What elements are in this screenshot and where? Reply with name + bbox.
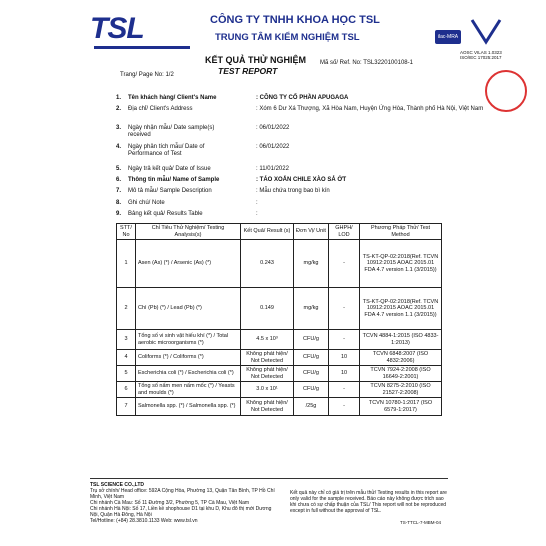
cell-no: 6	[117, 382, 136, 398]
cell-method: TS-KT-QP-02:2018(Ref. TCVN 10912:2015 AOAC 2015.01 FDA 4.7 version 1.1 (3/2015))	[360, 240, 442, 288]
cell-analysis: Escherichia coli (*) / Escherichia coli (*)	[136, 366, 241, 382]
cell-lod: 10	[329, 366, 360, 382]
center-name: TRUNG TÂM KIỂM NGHIỆM TSL	[215, 32, 360, 43]
info-value: : 06/01/2022	[256, 125, 290, 131]
cell-no: 1	[117, 240, 136, 288]
cell-result: 4.5 x 10³	[241, 330, 294, 350]
info-label: Mô tả mẫu/ Sample Description	[128, 188, 212, 194]
cell-lod: 10	[329, 350, 360, 366]
table-row	[117, 240, 442, 288]
ilac-mra-logo: ilac-MRA	[435, 30, 461, 44]
info-value: : 11/01/2022	[256, 166, 289, 172]
table-row	[117, 382, 442, 398]
info-value: : CÔNG TY CỔ PHẦN APUGAGA	[256, 95, 349, 101]
footer-contact: Tel/Hotline: (+84) 28.3810.1133 Web: www.tsl.vn	[90, 518, 198, 524]
info-label: Thông tin mẫu/ Name of Sample	[128, 177, 220, 183]
cell-method: TCVN 8275-2:2010 (ISO 21527-2:2008)	[360, 382, 442, 398]
info-number: 6.	[116, 177, 122, 183]
table-row	[117, 288, 442, 330]
cell-method: TS-KT-QP-02:2018(Ref. TCVN 10912:2015 AOAC 2015.01 FDA 4.7 version 1.1 (3/2015))	[360, 288, 442, 330]
info-label: Ngày phân tích mẫu/ Date of Performance of Test	[128, 144, 205, 157]
table-row	[117, 350, 442, 366]
info-value: : Xóm 6 Dư Xá Thượng, Xã Hòa Nam, Huyện Ứng Hòa, Thành phố Hà Nội, Việt Nam	[256, 106, 484, 112]
col-no: STT/ No	[117, 224, 136, 240]
cell-result: 0.243	[241, 240, 294, 288]
info-label: Ngày nhận mẫu/ Date sample(s) received	[128, 125, 215, 138]
info-value: : TÁO XOẮN CHILE XÀO SẢ ỚT	[256, 177, 347, 183]
report-title-en: TEST REPORT	[218, 66, 278, 76]
info-number: 3.	[116, 125, 122, 131]
cell-analysis: Tổng số nấm men nấm mốc (*) / Yeasts and moulds (*)	[136, 382, 241, 398]
info-label: Tên khách hàng/ Client's Name	[128, 95, 217, 101]
company-name: CÔNG TY TNHH KHOA HỌC TSL	[210, 14, 380, 26]
cell-lod: -	[329, 398, 360, 416]
info-number: 9.	[116, 211, 122, 217]
footer-address	[90, 482, 280, 524]
table-row	[117, 366, 442, 382]
col-result: Kết Quả/ Result (s)	[241, 224, 294, 240]
info-value: :	[256, 211, 258, 217]
info-number: 4.	[116, 144, 122, 150]
footer-branch: Chi nhánh Cà Mau: Số 11 Đường 3/2, Phường 5, TP Cà Mau, Việt Nam	[90, 500, 250, 506]
cell-method: TCVN 6848:2007 (ISO 4832:2006)	[360, 350, 442, 366]
footer-company: TSL SCIENCE CO.,LTD	[90, 482, 144, 488]
reference-number: Mã số/ Ref. No: TSL3220100108-1	[320, 60, 413, 66]
table-row	[117, 398, 442, 416]
cell-result: 0.149	[241, 288, 294, 330]
cell-no: 3	[117, 330, 136, 350]
info-value: : Mẫu chứa trong bao bì kín	[256, 188, 330, 194]
info-number: 2.	[116, 106, 122, 112]
footer-divider	[90, 478, 448, 479]
cell-result: 3.0 x 10¹	[241, 382, 294, 398]
aosc-logo	[468, 18, 504, 48]
cell-lod: -	[329, 288, 360, 330]
col-unit: Đơn Vị/ Unit	[294, 224, 329, 240]
info-label: Ghi chú/ Note	[128, 200, 165, 206]
cell-no: 2	[117, 288, 136, 330]
cell-method: TCVN 10780-1:2017 (ISO 6579-1:2017)	[360, 398, 442, 416]
cell-unit: CFU/g	[294, 366, 329, 382]
cell-unit: CFU/g	[294, 382, 329, 398]
cell-analysis: Chì (Pb) (*) / Lead (Pb) (*)	[136, 288, 241, 330]
accreditation-text	[460, 50, 502, 60]
vilas-label: VILAS 1.0323	[474, 50, 502, 55]
info-number: 8.	[116, 200, 122, 206]
cell-method: TCVN 4884-1:2015 (ISO 4833-1:2013)	[360, 330, 442, 350]
col-analysis: Chỉ Tiêu Thử Nghiệm/ Testing Analysis(s)	[136, 224, 241, 240]
info-value: :	[256, 200, 258, 206]
info-value: : 06/01/2022	[256, 144, 290, 150]
cell-result: Không phát hiện/ Not Detected	[241, 398, 294, 416]
cell-analysis: Coliforms (*) / Coliforms (*)	[136, 350, 241, 366]
cell-method: TCVN 7924-2:2008 (ISO 16649-2:2001)	[360, 366, 442, 382]
col-lod: GHPH/ LOD	[329, 224, 360, 240]
table-row	[117, 330, 442, 350]
info-label: Bảng kết quả/ Results Table	[128, 211, 203, 217]
cell-unit: mg/kg	[294, 288, 329, 330]
results-table	[116, 223, 442, 416]
results-header-row	[117, 224, 442, 240]
logo-underline	[94, 46, 190, 49]
info-number: 7.	[116, 188, 122, 194]
cell-result: Không phát hiện/ Not Detected	[241, 366, 294, 382]
iso-label: ISO/IEC 17025:2017	[460, 55, 502, 60]
cell-lod: -	[329, 330, 360, 350]
footer-note: Kết quả này chỉ có giá trị trên mẫu thử/ Testing results in this report are only valid for the sample received. Báo cáo này không được trích sao khi chưa có sự chấp thuận của TSL/ This report will not be reproduced except in full without the approval of TSL.	[290, 490, 447, 514]
cell-analysis: Asen (As) (*) / Arsenic (As) (*)	[136, 240, 241, 288]
report-title-vi: KẾT QUẢ THỬ NGHIỆM	[205, 55, 306, 65]
cell-no: 5	[117, 366, 136, 382]
info-number: 5.	[116, 166, 122, 172]
cell-unit: mg/kg	[294, 240, 329, 288]
info-label: Ngày trả kết quả/ Date of Issue	[128, 166, 211, 172]
cell-result: Không phát hiện/ Not Detected	[241, 350, 294, 366]
cell-lod: -	[329, 382, 360, 398]
page-number: Trang/ Page No: 1/2	[120, 72, 174, 78]
footer-branch-2: Chi nhánh Hà Nội: Số 17, Liền kề shophouse D1 tại khu D, Khu đô thị mới Dương Nội, Quận Hà Đông, Hà Nội	[90, 506, 272, 518]
cell-no: 4	[117, 350, 136, 366]
col-method: Phương Pháp Thử/ Test Method	[360, 224, 442, 240]
cell-unit: CFU/g	[294, 350, 329, 366]
cell-analysis: Salmonella spp. (*) / Salmonella spp. (*)	[136, 398, 241, 416]
cell-unit: CFU/g	[294, 330, 329, 350]
aosc-label: AOSC	[460, 50, 473, 55]
info-number: 1.	[116, 95, 122, 101]
cell-lod: -	[329, 240, 360, 288]
cell-analysis: Tổng số vi sinh vật hiếu khí (*) / Total aerobic microorganisms (*)	[136, 330, 241, 350]
cell-no: 7	[117, 398, 136, 416]
company-seal-icon	[485, 70, 527, 112]
cell-unit: /25g	[294, 398, 329, 416]
form-code: TS-TTCL-7-MBM-04	[400, 520, 442, 525]
footer-head-office: Trụ sở chính/ Head office: 592A Cộng Hòa, Phường 13, Quận Tân Bình, TP Hồ Chí Minh, Việt Nam	[90, 488, 275, 500]
tsl-logo: TSL	[90, 12, 144, 45]
info-label: Địa chỉ/ Client's Address	[128, 106, 193, 112]
